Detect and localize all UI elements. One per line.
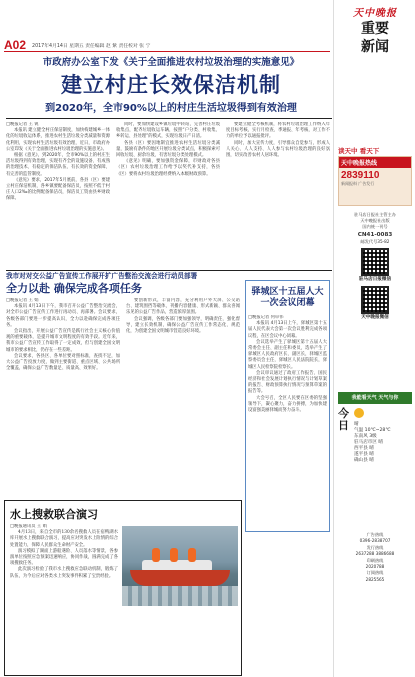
lead-paragraph: 根据《意见》，到2020年，全市90%以上的村庄生活垃圾得到有效治理，实现有齐全的设施设备、有成熟的治理技术、有稳定的保洁队伍、有长效的资金保障、有完善的监管制度。 <box>6 153 110 177</box>
photo-feature-body <box>10 524 118 672</box>
weather-line: 晴 <box>354 422 359 427</box>
feature-paragraph: 会议要求，各县区、各单位要对照标准，查找不足，加大公益广告投放力度，做到主要街道、重点区域、公共场所全覆盖，确保公益广告数量足、质量高、效果好。 <box>6 353 120 372</box>
publication-info <box>338 212 412 321</box>
weather-line: 驻马店市区 晴 <box>354 440 384 445</box>
boxed-story <box>245 280 330 532</box>
weather-banner: 我能看天气 天气与你 <box>338 392 412 404</box>
hotline-label: 广告热线 <box>366 532 384 537</box>
lead-column-3 <box>226 122 330 272</box>
lead-column-1 <box>6 122 110 272</box>
hotline-label: 印刷热线 <box>366 557 384 563</box>
lead-column-2 <box>116 122 220 272</box>
photo-feature-title: 水上搜救联合演习 <box>10 508 98 521</box>
rescue-boat-photo <box>122 526 238 606</box>
boxed-story-byline: □晚报记者 何卓伟 <box>248 315 284 320</box>
weather-line: 东南风 3级 <box>354 434 377 439</box>
feature-paragraph: 会议指出，开展公益广告宣传是践行社会主义核心价值观的重要载体，是提升城市文明程度的有效手段。近年来，我市公益广告宣传工作取得了一定成效，但与创建全国文明城市的要求相比，仍存在一些差距。 <box>6 329 120 353</box>
brand-name: 天中晚报 <box>353 8 397 19</box>
rescuer-figure <box>170 548 178 562</box>
cn-label: 国内统一刊号 <box>362 224 388 230</box>
feature-byline: □晚报记者 王 娟 <box>6 298 39 303</box>
dateline: 2017年4月14日 星期五 责任编辑 赵 紫 责任校对 张 宁 <box>32 44 151 49</box>
lead-byline: □晚报记者 王 锐 <box>6 122 39 127</box>
boxed-story-body <box>248 315 327 527</box>
weather-panel <box>338 408 412 468</box>
lead-paragraph: 各县（区）要因地制宜推进农村生活垃圾分类减量，鼓励有条件的地区开展垃圾分类试点，积极探索可回收垃圾、厨余垃圾、有害垃圾分类处理模式。 <box>116 140 220 159</box>
qr-code-icon <box>361 248 389 276</box>
boat-hull <box>130 570 230 586</box>
cn-code: CN41-0083 <box>357 231 393 238</box>
boxed-story-paragraph: 会议审议通过了政府工作报告、国民经济和社会发展计划执行情况与计划草案的报告、财政预算执行情况与预算草案的报告等。 <box>248 370 327 395</box>
qr-code-icon <box>361 286 389 314</box>
page-number: A02 <box>4 38 27 52</box>
publisher-line: 天中晚报社出版 <box>360 218 390 224</box>
lead-subhead: 到2020年，全市90%以上的村庄生活垃圾得到有效治理 <box>45 103 297 114</box>
photo-feature-paragraph: 演习模拟了湖面上游船遇险、人员落水等情景，各参演单位按照应急预案迅速响应，协同作战，圆满完成了各项搜救任务。 <box>10 548 118 567</box>
rescuer-figure <box>152 548 160 562</box>
boxed-story-paragraph: 大会号召，全区人民要在区委的坚强领导下，凝心聚力，奋力拼搏，为加快建设富强美丽驿城而努力奋斗。 <box>248 395 327 414</box>
divider <box>6 118 332 119</box>
divider <box>6 270 332 271</box>
publisher-line: 驻马店日报社主管主办 <box>354 212 396 217</box>
hotline-ad-title: 天中晚报热线 <box>339 157 411 168</box>
section-name-line1: 重要 <box>361 21 389 37</box>
lead-paragraph: 要建立健全考核机制，将农村垃圾治理工作纳入年度目标考核，实行月检查、季通报、年考核，对工作不力的单位予以通报批评。 <box>226 122 330 140</box>
hotline-number: 0396-2838707 <box>359 538 391 544</box>
photo-feature-paragraph: 此次演习检验了我市水上搜救应急联动机制，锻炼了队伍，为今后应对各类水上突发事件积累了宝贵经验。 <box>10 567 118 579</box>
qr-code-label: 驻马店日报微信 <box>358 277 392 283</box>
lead-paragraph: 《意见》明确，要加强资金保障，市财政对各县（区）农村垃圾治理工作给予以奖代补支持，各县（区）要将农村垃圾治理经费纳入本级财政预算。 <box>116 159 220 177</box>
photo-feature-byline: □晚报通讯员 王 娟 <box>10 524 47 529</box>
masthead-logo <box>340 4 410 55</box>
weather-line: 确山县 晴 <box>354 458 374 463</box>
lead-paragraph: 本报讯 建立健全村庄保洁制度，加快构建城乡一体化的垃圾收运体系，推进农村生活垃圾分类减量和资源化利用，实现农村生活垃圾有效治理，近日，市政府办公室印发《关于全面推进农村垃圾治理的实施意见》。 <box>6 128 110 152</box>
feature-paragraph: 会议强调，各级各部门要加强领导，明确责任，强化督导，建立长效机制，确保公益广告宣传工作常态化、规范化，为创建全国文明城市营造良好环境。 <box>126 316 240 335</box>
rescuer-figure <box>188 548 196 562</box>
lead-headline: 建立村庄长效保洁机制 <box>61 73 281 97</box>
hotline-label: 订阅热线 <box>366 570 384 576</box>
weather-line: 遂平县 晴 <box>354 452 374 457</box>
masthead-slogan: 读天中 看天下 <box>338 147 380 155</box>
feature-column-2 <box>126 298 240 494</box>
photo-feature-paragraph: 4月13日，来自全市的130余名搜救人员在宿鸭湖水库开展水上搜救联合演习，提高应对突发水上险情的综合处置能力，保障人民群众生命财产安全。 <box>10 530 118 548</box>
weather-today-label: 今日 <box>338 407 349 432</box>
water-wake <box>122 586 238 606</box>
boxed-story-headline: 驿城区十五届人大一次会议闭幕 <box>251 287 324 308</box>
boxed-story-paragraph: 会议选举产生了驿城区第十五届人大常委会主任、副主任和委员，选举产生了驿城区人民政府区长、副区长，驿城区监察委员会主任，驿城区人民法院院长，驿城区人民检察院检察长。 <box>248 339 327 370</box>
feature-column-1 <box>6 298 120 494</box>
feature-paragraph: 本报讯 4月13日下午，我市召开公益广告整治交流会，对全市公益广告宣传工作进行再动员、再部署。会议要求，各级各部门要进一步提高认识，全力以赴确保完成各项任务。 <box>6 304 120 328</box>
masthead-column <box>333 0 415 677</box>
hotline-ad-number: 2839110 <box>341 170 380 181</box>
weather-details <box>354 408 412 464</box>
boxed-story-paragraph: 本报讯 4月13日上午，驿城区第十五届人民代表大会第一次会议胜利完成各项议程，在区会议中心闭幕。 <box>248 321 327 339</box>
section-name-line2: 新闻 <box>361 39 389 55</box>
issn-code: 邮发代号35-82 <box>360 238 390 244</box>
hotline-ad-subtitle: 新闻报料 广告发行 <box>341 181 375 186</box>
hotline-number: 2637288 3886688 <box>355 551 395 557</box>
contact-hotlines <box>338 532 412 583</box>
hotline-ad <box>338 156 412 206</box>
weather-line: 西平县 晴 <box>354 446 374 451</box>
hotline-number: 2825565 <box>365 576 385 582</box>
feature-paragraph: 要创新形式，丰富内容，充分利用户外大屏、公交站台、建筑围挡等载体，刊播内容健康、形式新颖、群众喜闻乐见的公益广告作品，营造浓厚氛围。 <box>126 298 240 316</box>
weather-line: 气温 10℃~28℃ <box>354 428 391 433</box>
lead-paragraph: 《意见》要求，2017年5月底前，各县（区）要建立村庄保洁机制，各乡镇要配备保洁员，按照不低于村庄人口2‰的比例配备保洁员，保洁员工资由县乡财政保障。 <box>6 177 110 202</box>
feature-headline: 全力以赴 确保完成各项任务 <box>6 282 142 295</box>
lead-kicker: 市政府办公室下发《关于全面推进农村垃圾治理的实施意见》 <box>42 57 300 68</box>
hotline-label: 发行热线 <box>366 544 384 550</box>
lead-paragraph: 同时，要加快建设乡镇垃圾中转站，完善村庄垃圾收集点，配齐垃圾收运车辆，按照“户分类、村收集、乡转运、县处理”的模式，实现垃圾日产日清。 <box>116 122 220 140</box>
sun-icon <box>354 408 364 418</box>
qr-code-label: 天中晚报微信 <box>361 315 389 321</box>
page-header <box>4 40 330 52</box>
feature-kicker: 我市对对交公益广告宣传工作展开扩广告整治交流会进行动员部署 <box>6 272 198 280</box>
lead-paragraph: 同时，加大宣传力度，引导群众自觉参与，形成人人关心、人人支持、人人参与农村垃圾治理的良好氛围，切实改善农村人居环境。 <box>226 140 330 159</box>
hotline-number: 2020788 <box>365 564 385 570</box>
